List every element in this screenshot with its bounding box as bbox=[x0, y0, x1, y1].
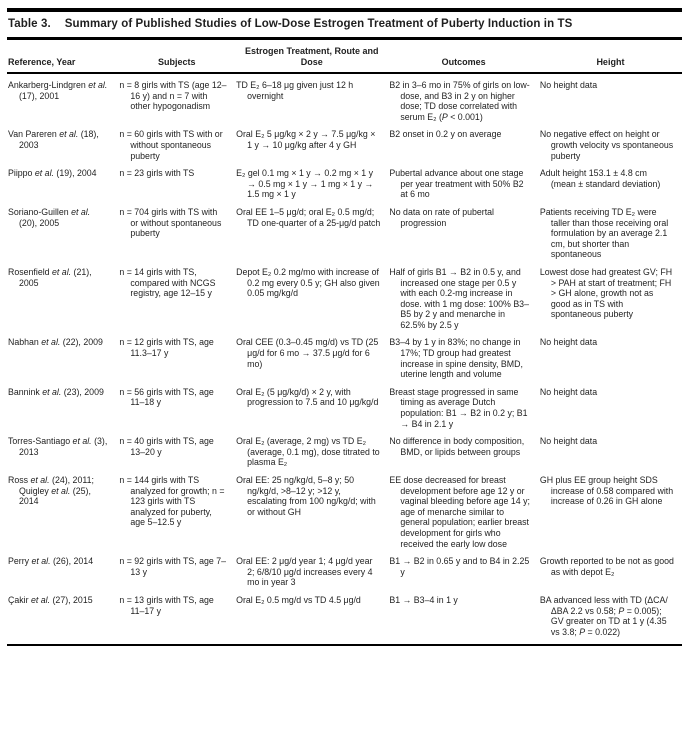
height-text: Growth reported to be not as good as with depot E₂ bbox=[539, 556, 674, 577]
cell-outcomes bbox=[388, 595, 539, 645]
table-row bbox=[7, 73, 682, 129]
cell-outcomes bbox=[388, 436, 539, 475]
subjects-text: n = 23 girls with TS bbox=[119, 168, 195, 179]
reference-year-text: Bannink et al. (23), 2009 bbox=[8, 386, 104, 397]
reference-year-text: Soriano-Guillen et al. (20), 2005 bbox=[8, 206, 91, 228]
cell-estrogen-treatment bbox=[235, 207, 388, 267]
outcomes-text: Breast stage progressed in same timing as average Dutch population: B1 → B2 in 0.2 y; B1 → B4 in 2.1 y bbox=[389, 386, 528, 429]
cell-subjects bbox=[118, 475, 235, 556]
table-row bbox=[7, 207, 682, 267]
cell-reference-year bbox=[7, 267, 118, 338]
estrogen-treatment-text: Oral E₂ 5 μg/kg × 2 y → 7.5 μg/kg × 1 y → 10 μg/kg after 4 y GH bbox=[236, 129, 376, 150]
cell-reference-year bbox=[7, 556, 118, 595]
subjects-text: n = 12 girls with TS, age 11.3–17 y bbox=[119, 337, 214, 359]
table-title bbox=[7, 8, 682, 40]
cell-outcomes bbox=[388, 207, 539, 267]
reference-year-text: Çakir et al. (27), 2015 bbox=[8, 594, 93, 605]
subjects-text: n = 40 girls with TS, age 13–20 y bbox=[119, 436, 214, 457]
table-row bbox=[7, 387, 682, 436]
cell-subjects bbox=[118, 267, 235, 338]
estrogen-treatment-text: Oral EE 1–5 μg/d; oral E₂ 0.5 mg/d; TD one-quarter of a 25-μg/d patch bbox=[236, 206, 381, 228]
outcomes-text: B1 → B2 in 0.65 y and to B4 in 2.25 y bbox=[389, 556, 530, 577]
outcomes-text: No data on rate of pubertal progression bbox=[389, 206, 495, 228]
subjects-text: n = 14 girls with TS, compared with NCGS registry, age 12–15 y bbox=[119, 266, 216, 299]
cell-reference-year bbox=[7, 337, 118, 386]
subjects-text: n = 8 girls with TS (age 12–16 y) and n = 7 with other hypogonadism bbox=[119, 80, 227, 112]
header-outcomes: Outcomes bbox=[388, 40, 539, 73]
height-text: No negative effect on height or growth velocity vs spontaneous puberty bbox=[539, 129, 674, 161]
cell-subjects bbox=[118, 207, 235, 267]
cell-subjects bbox=[118, 556, 235, 595]
cell-height bbox=[539, 387, 682, 436]
cell-subjects bbox=[118, 436, 235, 475]
cell-estrogen-treatment bbox=[235, 595, 388, 645]
outcomes-text: Half of girls B1 → B2 in 0.5 y, and increased one stage per 0.5 y with each 0.2-mg increase in dose. with 1 mg dose: 100% B3–B5 by 2 y and menarche in 62.5% by 2.5 y bbox=[389, 266, 529, 330]
table-row bbox=[7, 267, 682, 338]
reference-year-text: Piippo et al. (19), 2004 bbox=[8, 168, 97, 179]
table-row bbox=[7, 436, 682, 475]
table-row bbox=[7, 475, 682, 556]
outcomes-text: Pubertal advance about one stage per year treatment with 50% B2 at 6 mo bbox=[389, 168, 524, 200]
outcomes-text: No difference in body composition, BMD, or lipids between groups bbox=[389, 436, 525, 457]
cell-estrogen-treatment bbox=[235, 73, 388, 129]
cell-height bbox=[539, 595, 682, 645]
cell-subjects bbox=[118, 73, 235, 129]
table-row bbox=[7, 129, 682, 168]
reference-year-text: Ross et al. (24), 2011; Quigley et al. (25), 2014 bbox=[8, 475, 94, 507]
reference-year-text: Perry et al. (26), 2014 bbox=[8, 556, 94, 567]
reference-year-text: Nabhan et al. (22), 2009 bbox=[8, 337, 103, 348]
height-text: No height data bbox=[539, 80, 598, 90]
cell-reference-year bbox=[7, 129, 118, 168]
height-text: GH plus EE group height SDS increase of 0.58 compared with increase of 0.26 in GH alone bbox=[539, 475, 674, 507]
cell-estrogen-treatment bbox=[235, 475, 388, 556]
cell-outcomes bbox=[388, 475, 539, 556]
subjects-text: n = 144 girls with TS analyzed for growth; n = 123 girls with TS analyzed for puberty, age 5–12.5 y bbox=[119, 475, 225, 528]
cell-reference-year bbox=[7, 387, 118, 436]
reference-year-text: Rosenfield et al. (21), 2005 bbox=[8, 266, 92, 288]
reference-year-text: Van Pareren et al. (18), 2003 bbox=[8, 129, 99, 150]
height-text: Adult height 153.1 ± 4.8 cm (mean ± standard deviation) bbox=[539, 168, 661, 189]
cell-height bbox=[539, 129, 682, 168]
height-text: No height data bbox=[539, 337, 598, 348]
estrogen-treatment-text: Depot E₂ 0.2 mg/mo with increase of 0.2 mg every 0.5 y; GH also given 0.05 mg/kg/d bbox=[236, 266, 380, 299]
cell-height bbox=[539, 267, 682, 338]
height-text: BA advanced less with TD (ΔCA/ΔBA 2.2 vs 0.58; P = 0.005); GV greater on TD at 1 y (4.35 vs 3.8; P = 0.022) bbox=[539, 594, 668, 637]
estrogen-treatment-text: Oral CEE (0.3–0.45 mg/d) vs TD (25 μg/d for 6 mo → 37.5 μg/d for 6 mo) bbox=[236, 337, 379, 369]
cell-height bbox=[539, 337, 682, 386]
header-height: Height bbox=[539, 40, 682, 73]
header-reference-year: Reference, Year bbox=[7, 40, 118, 73]
cell-height bbox=[539, 556, 682, 595]
cell-height bbox=[539, 168, 682, 207]
cell-subjects bbox=[118, 129, 235, 168]
cell-height bbox=[539, 475, 682, 556]
table-row bbox=[7, 337, 682, 386]
cell-outcomes bbox=[388, 73, 539, 129]
table-row bbox=[7, 595, 682, 645]
cell-estrogen-treatment bbox=[235, 168, 388, 207]
cell-estrogen-treatment bbox=[235, 337, 388, 386]
estrogen-treatment-text: Oral EE: 2 μg/d year 1; 4 μg/d year 2; 6/8/10 μg/d increases every 4 mo in year 3 bbox=[236, 556, 373, 588]
cell-subjects bbox=[118, 337, 235, 386]
estrogen-treatment-text: Oral E₂ 0.5 mg/d vs TD 4.5 μg/d bbox=[236, 594, 361, 605]
cell-reference-year bbox=[7, 207, 118, 267]
estrogen-treatment-text: Oral EE: 25 ng/kg/d, 5–8 y; 50 ng/kg/d, >8–12 y; >12 y, escalating from 100 ng/kg/d; with or without GH bbox=[236, 475, 376, 517]
cell-estrogen-treatment bbox=[235, 556, 388, 595]
estrogen-treatment-text: Oral E₂ (average, 2 mg) vs TD E₂ (average, 0.1 mg), dose titrated to plasma E₂ bbox=[236, 436, 380, 468]
subjects-text: n = 60 girls with TS with or without spontaneous puberty bbox=[119, 129, 223, 161]
table-row bbox=[7, 556, 682, 595]
cell-reference-year bbox=[7, 168, 118, 207]
reference-year-text: Torres-Santiago et al. (3), 2013 bbox=[8, 436, 108, 457]
cell-outcomes bbox=[388, 337, 539, 386]
cell-reference-year bbox=[7, 475, 118, 556]
cell-estrogen-treatment bbox=[235, 129, 388, 168]
table-number: Table 3. bbox=[8, 18, 51, 30]
table-body bbox=[7, 73, 682, 645]
cell-outcomes bbox=[388, 168, 539, 207]
header-subjects: Subjects bbox=[118, 40, 235, 73]
estrogen-treatment-text: TD E₂ 6–18 μg given just 12 h overnight bbox=[236, 80, 354, 101]
cell-height bbox=[539, 207, 682, 267]
cell-subjects bbox=[118, 387, 235, 436]
subjects-text: n = 704 girls with TS with or without spontaneous puberty bbox=[119, 206, 222, 239]
cell-outcomes bbox=[388, 556, 539, 595]
cell-outcomes bbox=[388, 267, 539, 338]
table-header bbox=[7, 40, 682, 73]
height-text: No height data bbox=[539, 436, 598, 447]
subjects-text: n = 92 girls with TS, age 7–13 y bbox=[119, 556, 227, 577]
cell-height bbox=[539, 73, 682, 129]
outcomes-text: EE dose decreased for breast development before age 12 y or vaginal bleeding before age 14 y; age of menarche similar to general population; earlier breast development for girls who received the early low dose bbox=[389, 475, 530, 549]
header-row bbox=[7, 40, 682, 73]
outcomes-text: B3–4 by 1 y in 83%; no change in 17%; TD group had greatest increase in spine density, BMD, uterine length and volume bbox=[389, 337, 523, 380]
cell-estrogen-treatment bbox=[235, 267, 388, 338]
cell-subjects bbox=[118, 168, 235, 207]
outcomes-text: B1 → B3–4 in 1 y bbox=[389, 594, 458, 605]
cell-subjects bbox=[118, 595, 235, 645]
estrogen-treatment-text: Oral E₂ (5 μg/kg/d) × 2 y, with progression to 7.5 and 10 μg/kg/d bbox=[236, 386, 379, 408]
outcomes-text: B2 in 3–6 mo in 75% of girls on low-dose, and B3 in 2 y on higher dose; TD dose correlated with serum E₂ (P < 0.001) bbox=[389, 80, 530, 122]
cell-reference-year bbox=[7, 73, 118, 129]
cell-reference-year bbox=[7, 595, 118, 645]
subjects-text: n = 56 girls with TS, age 11–18 y bbox=[119, 386, 214, 408]
reference-year-text: Ankarberg-Lindgren et al. (17), 2001 bbox=[8, 80, 108, 101]
estrogen-treatment-text: E₂ gel 0.1 mg × 1 y → 0.2 mg × 1 y → 0.5 mg × 1 y → 1 mg × 1 y → 1.5 mg × 1 y bbox=[236, 168, 374, 200]
height-text: No height data bbox=[539, 386, 598, 397]
cell-reference-year bbox=[7, 436, 118, 475]
cell-height bbox=[539, 436, 682, 475]
height-text: Lowest dose had greatest GV; FH > PAH at start of treatment; FH > GH alone, growth not as good as in TS with spontaneous puberty bbox=[539, 266, 673, 320]
header-estrogen-treatment: Estrogen Treatment, Route and Dose bbox=[235, 40, 388, 73]
cell-estrogen-treatment bbox=[235, 436, 388, 475]
studies-table bbox=[7, 40, 682, 646]
cell-estrogen-treatment bbox=[235, 387, 388, 436]
table-caption: Summary of Published Studies of Low-Dose Estrogen Treatment of Puberty Induction in TS bbox=[64, 18, 573, 30]
height-text: Patients receiving TD E₂ were taller than those receiving oral formulation by an average 2.1 cm, but shorter than spontaneous bbox=[539, 206, 669, 260]
outcomes-text: B2 onset in 0.2 y on average bbox=[389, 129, 502, 140]
cell-outcomes bbox=[388, 129, 539, 168]
cell-outcomes bbox=[388, 387, 539, 436]
subjects-text: n = 13 girls with TS, age 11–17 y bbox=[119, 594, 214, 616]
table-row bbox=[7, 168, 682, 207]
